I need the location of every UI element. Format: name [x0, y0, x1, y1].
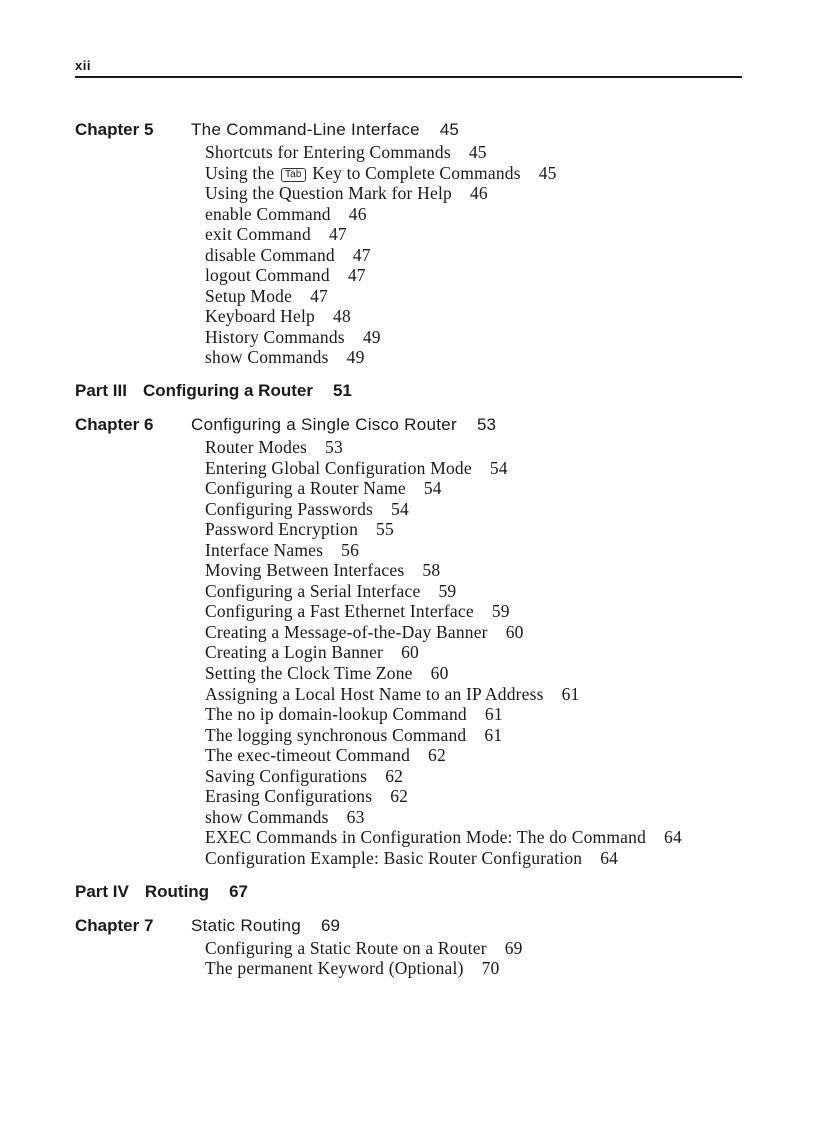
- toc-entry: Configuring a Fast Ethernet Interface 59: [205, 601, 510, 622]
- toc-entry: Creating a Message-of-the-Day Banner 60: [205, 621, 524, 642]
- toc-entry: Moving Between Interfaces 58: [205, 560, 441, 581]
- toc-entry: The logging synchronous Command 61: [205, 724, 503, 745]
- chapter-title: Configuring a Single Cisco Router: [191, 415, 457, 435]
- tab-key-icon: Tab: [281, 168, 306, 182]
- toc-entry: Setup Mode 47: [205, 285, 328, 306]
- toc-entry: enable Command 46: [205, 203, 367, 224]
- toc-entry: Creating a Login Banner 60: [205, 642, 419, 663]
- toc-entry: Keyboard Help 48: [205, 306, 351, 327]
- toc-entry: Configuring Passwords 54: [205, 498, 409, 519]
- toc-entry: show Commands 63: [205, 806, 365, 827]
- toc-entry: exit Command 47: [205, 224, 347, 245]
- chapter-6-entries: [75, 437, 775, 868]
- toc-entry: show Commands 49: [205, 347, 365, 368]
- toc-entry: The no ip domain-lookup Command 61: [205, 704, 503, 725]
- toc-entry: Using the Tab Key to Complete Commands 45: [205, 162, 557, 183]
- toc-entry: Interface Names 56: [205, 539, 360, 560]
- chapter-label: Chapter 5: [75, 120, 154, 139]
- part-heading: [75, 380, 775, 402]
- toc-entry: History Commands 49: [205, 326, 381, 347]
- chapter-heading: [75, 119, 775, 141]
- chapter-label: Chapter 7: [75, 915, 154, 935]
- part-label: Part IV: [75, 881, 129, 901]
- toc-entry: Configuring a Router Name 54: [205, 478, 442, 499]
- part-title: Configuring a Router: [142, 381, 313, 401]
- header-rule: [75, 76, 742, 78]
- chapter-page: 69: [321, 915, 340, 935]
- chapter-5-entries: [75, 142, 775, 368]
- toc-entry: Configuration Example: Basic Router Configuration 64: [205, 847, 619, 868]
- toc-entry: Using the Question Mark for Help 46: [205, 183, 488, 204]
- part-page: 51: [332, 381, 352, 401]
- toc-entry: Saving Configurations 62: [205, 765, 404, 786]
- chapter-title: The Command-Line Interface: [191, 120, 420, 139]
- toc-entry: The permanent Keyword (Optional) 70: [205, 958, 500, 979]
- toc-entry: Configuring a Serial Interface 59: [205, 580, 457, 601]
- toc-entry: The exec-timeout Command 62: [205, 745, 446, 766]
- toc-entry: Assigning a Local Host Name to an IP Address 61: [205, 683, 580, 704]
- toc-entry: Router Modes 53: [205, 437, 343, 458]
- toc-entry: Erasing Configurations 62: [205, 786, 409, 807]
- toc-entry: logout Command 47: [205, 265, 366, 286]
- chapter-label: Chapter 6: [75, 415, 154, 435]
- chapter-heading: [75, 414, 775, 436]
- toc-entry: Setting the Clock Time Zone 60: [205, 663, 449, 684]
- part-label: Part III: [75, 381, 127, 401]
- chapter-heading: [75, 915, 775, 937]
- table-of-contents: [75, 119, 775, 979]
- chapter-title: Static Routing: [191, 915, 302, 935]
- toc-entry: Password Encryption 55: [205, 519, 394, 540]
- part-title: Routing: [144, 881, 210, 901]
- chapter-7-entries: [75, 938, 775, 979]
- page-number: xii: [75, 58, 91, 73]
- page-header: [75, 58, 742, 78]
- chapter-page: 53: [476, 415, 496, 435]
- chapter-page: 45: [439, 120, 459, 139]
- part-heading: [75, 881, 775, 903]
- toc-entry: EXEC Commands in Configuration Mode: The do Command 64: [205, 827, 682, 848]
- part-page: 67: [229, 881, 248, 901]
- toc-entry: Entering Global Configuration Mode 54: [205, 457, 508, 478]
- toc-entry: disable Command 47: [205, 244, 371, 265]
- toc-entry: Shortcuts for Entering Commands 45: [205, 142, 487, 162]
- toc-entry: Configuring a Static Route on a Router 69: [205, 937, 523, 958]
